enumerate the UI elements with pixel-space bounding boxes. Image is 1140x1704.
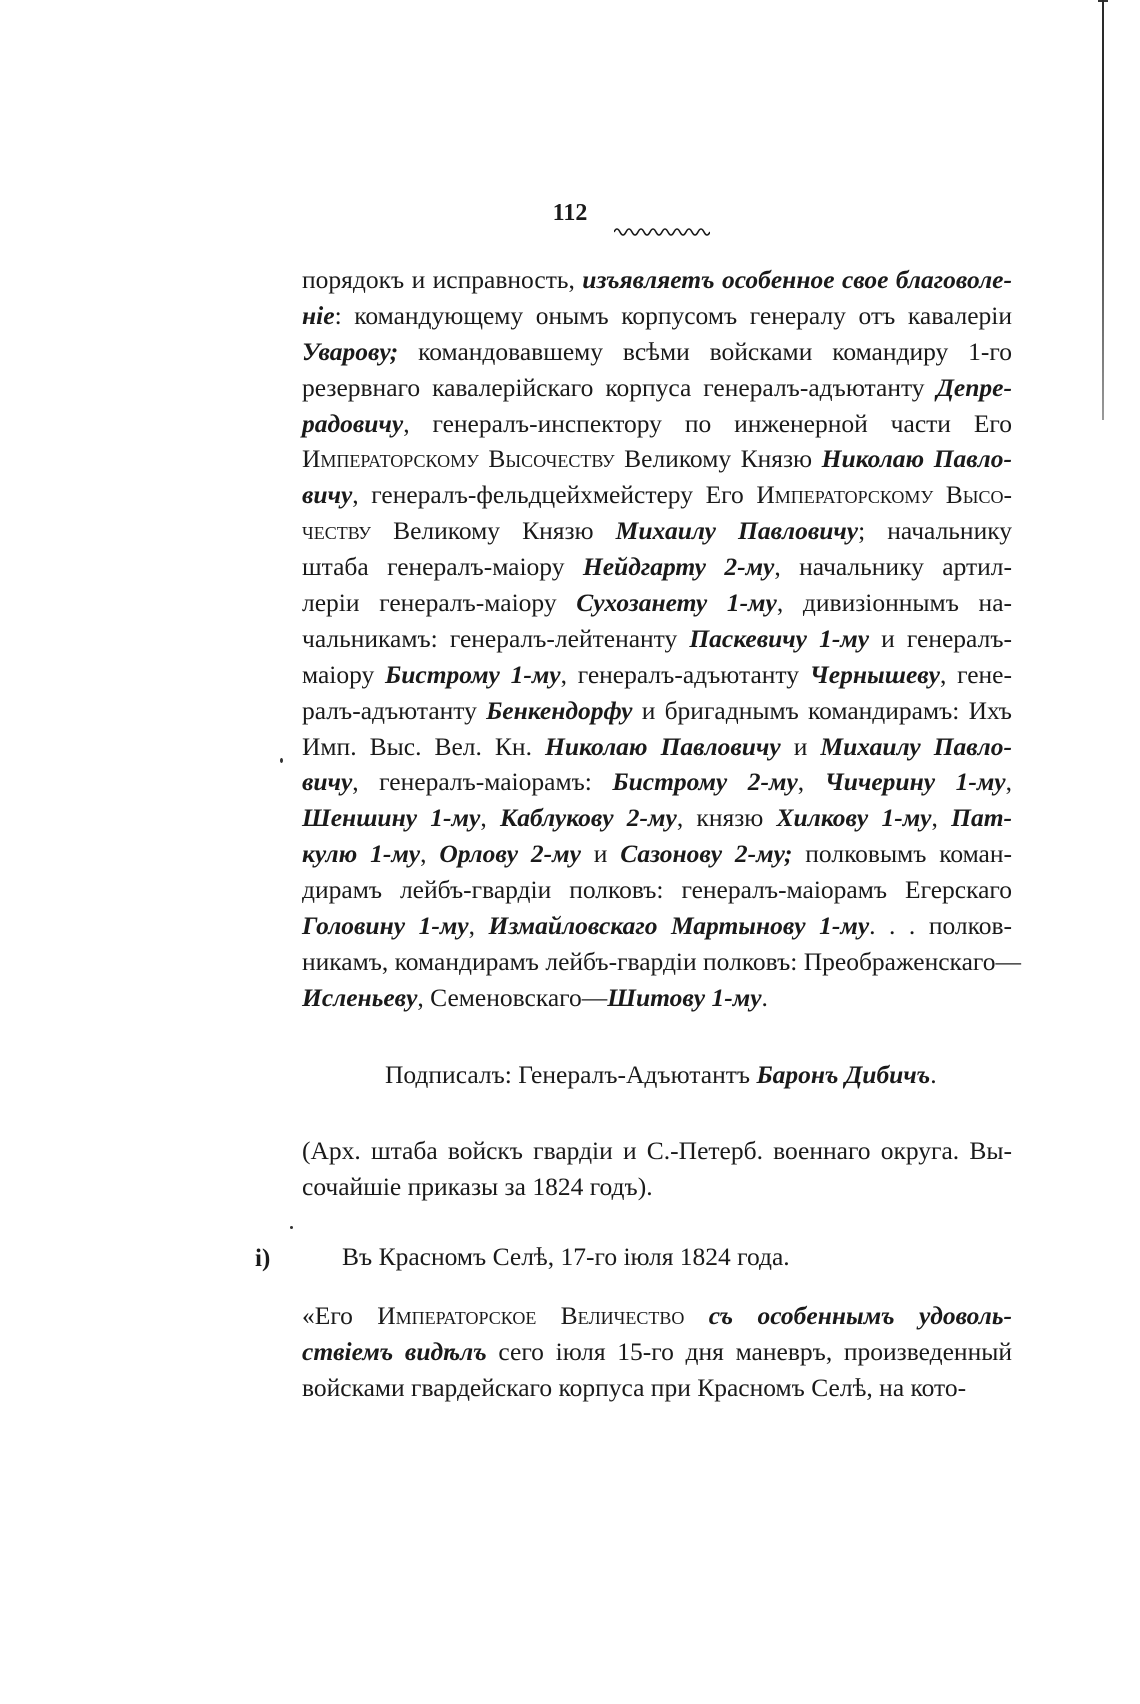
body-line [302,764,1012,800]
text-run: ; начальнику [858,516,1012,546]
signature-suffix: . [930,1060,937,1089]
body-line [302,693,1012,729]
emphasized-text: Чичерину 1-му [824,767,1006,797]
body-line [302,298,1012,334]
text-run: Имп. Выс. Вел. Кн. [302,731,545,761]
text-run: , [480,803,500,833]
emphasized-text: Сазонову 2-му; [620,839,793,869]
text-run: , князю [676,803,777,833]
emphasized-text: Михаилу Павловичу [615,516,859,546]
text-run: Великому Князю [371,516,616,546]
text-run: , [1005,767,1012,797]
body-line [302,657,1012,693]
text-run: никамъ, командирамъ лейбъ-гвардіи полковъ: Преображенскаго— [302,946,1021,976]
text-run: Великому Князю [614,444,822,474]
emphasized-text: Депре- [936,372,1012,402]
text-run: сего іюля 15-го дня маневръ, произведенный [486,1336,1012,1366]
emphasized-text: Паскевичу 1-му [689,623,870,653]
emphasized-text: Уварову; [302,336,399,366]
text-run: , [797,767,825,797]
emphasized-text: съ особеннымъ удоволь- [708,1301,1012,1330]
order-line [302,1334,1012,1370]
archive-reference [302,1132,1012,1204]
text-run: и бригаднымъ командирамъ: Ихъ [632,695,1012,725]
body-line [302,262,1012,298]
emphasized-text: Орлову 2-му [439,839,581,869]
body-line [302,406,1012,442]
emphasized-text: ніе [302,300,335,330]
wavy-rule-ornament [614,226,710,238]
text-run: полковымъ коман- [792,839,1012,869]
text-run: командовавшему всѣми войсками командиру 1-го [398,336,1012,366]
emphasized-text: Хилкову 1-му [776,803,932,833]
text-run: . . . полков- [869,911,1012,941]
body-line [302,585,1012,621]
small-caps-text: Императорскому Высочеству [302,444,615,474]
emphasized-text: Бистрому 2-му [612,767,798,797]
emphasized-text: Михаилу Павло- [820,731,1012,761]
text-run: , гене- [940,659,1012,689]
emphasized-text: Николаю Павловичу [545,731,781,761]
archive-line: сочайшіе приказы за 1824 годъ). [302,1171,653,1201]
text-run: «Его [302,1301,378,1330]
body-line [302,944,1021,980]
text-run: резервнаго кавалерійскаго корпуса генералъ-адъютанту [302,372,937,402]
text-run: и генералъ- [869,623,1013,653]
emphasized-text: Бистрому 1-му [385,659,561,689]
text-run: , генералъ-инспектору по инженерной части Его [403,408,1012,438]
small-caps-text: Императорское Величество [377,1301,685,1330]
order-text [302,1298,1012,1406]
text-run: порядокъ и исправность, [302,265,583,294]
order-body-text [302,262,1021,1016]
emphasized-text: кулю 1-му [302,839,421,869]
text-run: и [780,731,821,761]
text-run: , начальнику артил- [774,552,1012,582]
text-run: , [931,803,952,833]
body-line [302,549,1012,585]
text-run: штаба генералъ-маіору [302,552,583,582]
order-line [302,1298,1012,1334]
archive-line: (Арх. штаба войскъ гвардіи и С.-Петерб. военнаго округа. Вы- [302,1136,1012,1165]
body-line [302,334,1012,370]
text-run: дирамъ лейбъ-гвардіи полковъ: генералъ-маіорамъ Егерскаго [302,875,1012,905]
text-run [684,1301,708,1330]
small-caps-text: Императорскому Высо- [756,480,1013,510]
body-line [302,872,1012,908]
body-line [302,800,1012,836]
emphasized-text: изъявляетъ особенное свое благоволе- [582,265,1012,294]
emphasized-text: Исленьеву [302,982,418,1012]
body-line [302,477,1012,513]
emphasized-text: ствіемъ видѣлъ [302,1336,487,1366]
text-run: , Семеновскаго— [417,982,608,1012]
text-run: , [468,911,489,941]
emphasized-text: Николаю Павло- [821,444,1013,474]
body-line [302,908,1012,944]
signature-prefix: Подписалъ: Генералъ-Адъютантъ [385,1060,757,1089]
text-run: , дивизіоннымъ на- [776,588,1013,618]
body-line [302,370,1012,406]
emphasized-text: Чернышеву [809,659,940,689]
order-line [302,1370,1012,1406]
body-line [302,441,1012,477]
text-run: чальникамъ: генералъ-лейтенанту [302,623,690,653]
body-line [302,621,1012,657]
text-run: , [420,839,440,869]
emphasized-text: Шитову 1-му [607,982,762,1012]
body-line [302,980,1012,1016]
page-number: 112 [552,200,588,226]
scan-speck [290,1226,293,1229]
emphasized-text: Сухозанету 1-му [576,588,777,618]
emphasized-text: вичу [302,480,353,510]
emphasized-text: радовичу [302,408,404,438]
emphasized-text: Шеншину 1-му [302,803,481,833]
signature-line [385,1060,937,1090]
text-run: , генералъ-адъютанту [560,659,810,689]
body-line [302,836,1012,872]
emphasized-text: Головину 1-му [302,911,469,941]
text-run: , генералъ-маіорамъ: [352,767,613,797]
text-run: , генералъ-фельдцейхмейстеру Его [352,480,757,510]
signature-name: Баронъ Дибичъ [756,1060,931,1089]
text-run: и [580,839,621,869]
emphasized-text: Измайловскаго Мартынову 1-му [488,911,870,941]
emphasized-text: Пат- [951,803,1013,833]
section-marker: i) [255,1245,271,1272]
text-run: ралъ-адъютанту [302,695,487,725]
emphasized-text: Каблукову 2-му [499,803,677,833]
emphasized-text: Нейдгарту 2-му [582,552,775,582]
section-heading: Въ Красномъ Селѣ, 17-го іюля 1824 года. [342,1242,790,1271]
text-run: : командующему онымъ корпусомъ генералу отъ кавалеріи [334,300,1012,330]
text-run: маіору [302,659,386,689]
body-line [302,729,1012,765]
text-run: . [761,982,768,1012]
emphasized-text: Бенкендорфу [486,695,633,725]
emphasized-text: вичу [302,767,353,797]
small-caps-text: честву [302,516,371,546]
body-line [302,513,1012,549]
scan-speck [280,758,283,763]
text-run: леріи генералъ-маіору [302,588,577,618]
text-run: войсками гвардейскаго корпуса при Красномъ Селѣ, на кото- [302,1372,967,1402]
